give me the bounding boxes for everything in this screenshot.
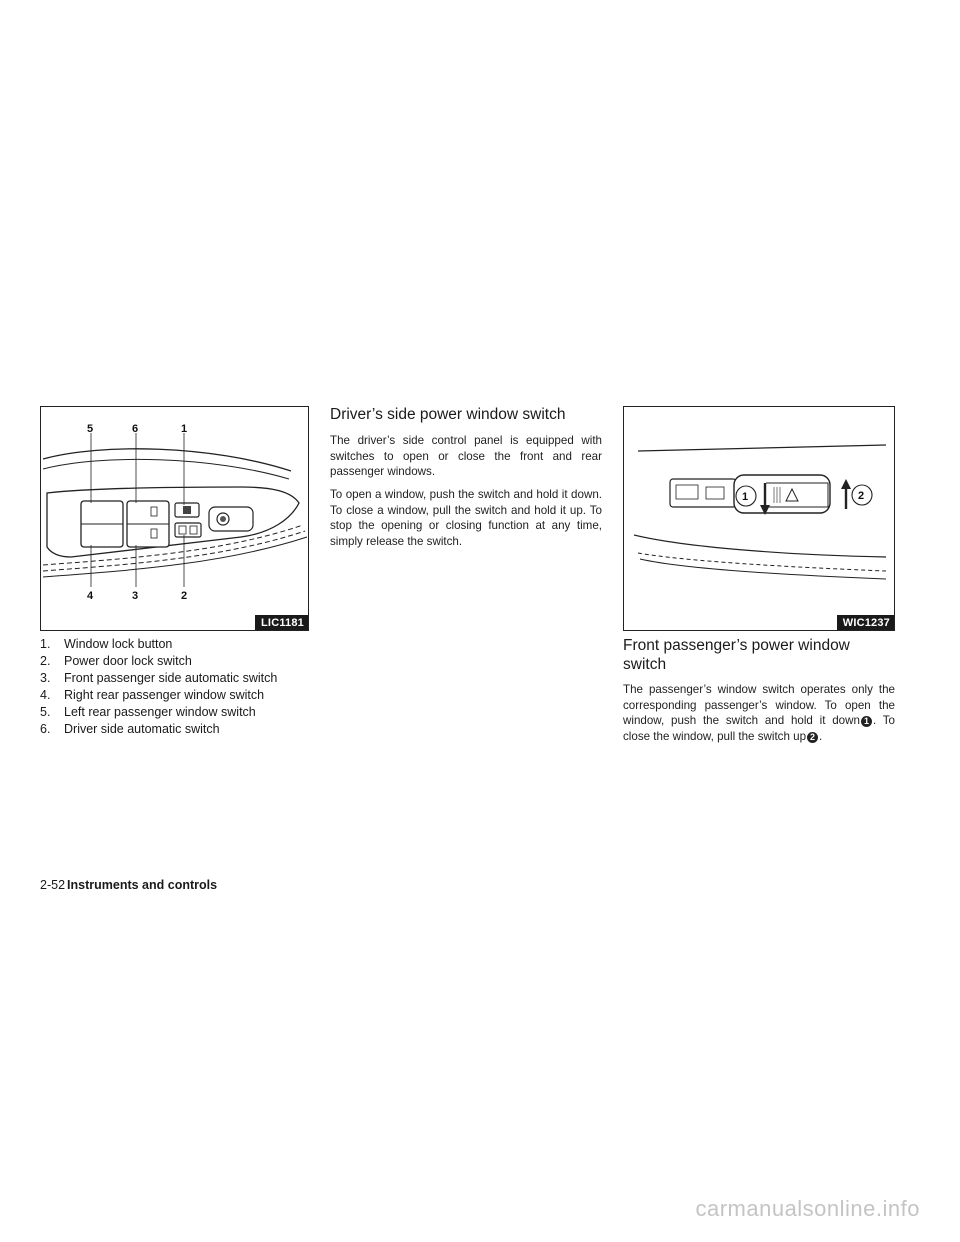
page-footer <box>40 878 217 892</box>
callout-5: 5 <box>87 423 94 435</box>
section-heading-passenger: Front passenger’s power window switch <box>623 637 850 673</box>
switch-panel-illustration <box>41 407 308 630</box>
callout-3: 3 <box>132 590 139 602</box>
reference-1-icon: 1 <box>861 716 872 727</box>
paragraph-passenger: The passenger’s window switch operates only the corresponding passenger’s window. To open the window, push the switch and hold it down 1 . To close the window, pull the switch up 2 . <box>623 683 895 743</box>
page-number: 2-52 <box>40 878 66 892</box>
callout-2: 2 <box>858 490 865 502</box>
figure-window-switch-panel <box>40 406 309 631</box>
list-item: 5. Left rear passenger window switch <box>40 705 256 719</box>
callout-6: 6 <box>132 423 139 435</box>
section-heading-driver: Driver’s side power window switch <box>330 406 566 423</box>
list-item: 6. Driver side automatic switch <box>40 722 220 736</box>
figure-code: WIC1237 <box>837 615 894 630</box>
figure-legend <box>40 636 340 738</box>
list-item: 3. Front passenger side automatic switch <box>40 671 278 685</box>
callout-1: 1 <box>181 423 188 435</box>
figure-passenger-switch <box>623 406 895 631</box>
reference-2-icon: 2 <box>807 732 818 743</box>
callout-4: 4 <box>87 590 94 602</box>
section-title: Instruments and controls <box>67 878 218 892</box>
paragraph-driver-operation: To open a window, push the switch and hold it down. To close a window, pull the switch and hold it up. To stop the opening or closing function at any time, simply release the switch. <box>330 488 602 548</box>
list-item: 4. Right rear passenger window switch <box>40 688 265 702</box>
figure-code: LIC1181 <box>255 615 308 630</box>
paragraph-driver-intro: The driver’s side control panel is equipped with switches to open or close the front and rear passenger windows. <box>330 434 602 479</box>
callout-2: 2 <box>181 590 188 602</box>
passenger-switch-illustration <box>624 407 894 630</box>
list-item: 1. Window lock button <box>40 637 173 651</box>
list-item: 2. Power door lock switch <box>40 654 192 668</box>
callout-1: 1 <box>742 491 749 503</box>
watermark: carmanualsonline.info <box>695 1196 920 1221</box>
